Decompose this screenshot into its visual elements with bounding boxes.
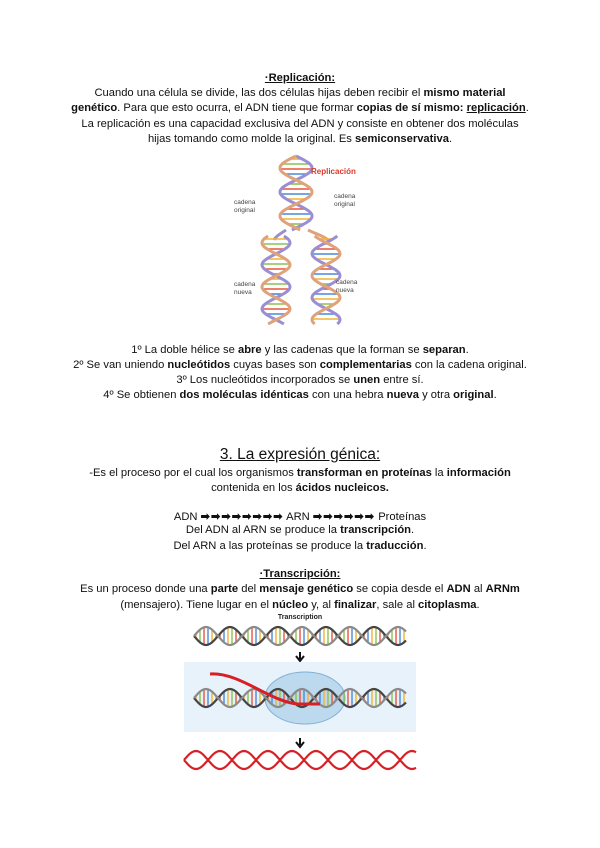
bold-run: finalizar [334, 599, 377, 611]
text-run: 2º Se van uniendo [73, 359, 168, 371]
text-run: . [493, 389, 497, 401]
text-run: entre sí. [380, 374, 424, 386]
flow-explanation-2 [0, 538, 600, 554]
bold-run: transcripción [340, 524, 411, 536]
text-run: y, al [308, 599, 335, 611]
flow-proteinas: Proteínas [378, 511, 427, 523]
text-run: . Para que esto ocurra, el ADN tiene que formar [117, 102, 357, 114]
section-heading-expresion: 3. La expresión génica: [219, 446, 381, 463]
text-run: . [465, 344, 469, 356]
bold-run: original [453, 389, 494, 401]
bold-run: dos moléculas idénticas [179, 389, 309, 401]
bold-run: abre [237, 344, 262, 356]
text-run: 4º Se obtienen [103, 389, 180, 401]
text-run: . [423, 540, 427, 552]
arrow-icon: ➡➡➡➡➡➡➡➡ [200, 511, 284, 523]
bold-run: semiconservativa [355, 133, 449, 145]
bold-run: traducción [366, 540, 424, 552]
bold-run: parte [210, 583, 239, 595]
down-arrow-icon [296, 738, 304, 747]
text-run: con la cadena original. [411, 359, 527, 371]
label-cadena-nueva-right-2: nueva [336, 287, 354, 294]
text-run: se copia desde el [353, 583, 447, 595]
bold-run: citoplasma [418, 599, 477, 611]
label-cadena-original-right-2: original [334, 201, 355, 208]
text-run: Es un proceso donde una [80, 583, 211, 595]
bold-run: mensaje genético [259, 583, 354, 595]
step-2 [0, 357, 600, 373]
mrna-product [184, 751, 416, 769]
daughter-helix-left [262, 236, 290, 324]
bold-run: mismo material [423, 87, 506, 99]
text-run: y otra [418, 389, 454, 401]
dna-double-helix [194, 627, 406, 645]
label-cadena-original-left: cadena [234, 199, 256, 206]
text-run: contenida en los [211, 482, 296, 494]
text-run: hijas tomando como molde la original. Es [147, 133, 356, 145]
down-arrow-icon [296, 652, 304, 661]
text-run: Cuando una célula se divide, las dos células hijas deben recibir el [94, 87, 424, 99]
expresion-paragraph-line-1 [0, 465, 600, 481]
text-run: . [448, 133, 453, 145]
label-cadena-nueva-left: cadena [234, 281, 256, 288]
text-run: cuyas bases son [230, 359, 320, 371]
replicacion-paragraph-line-4 [0, 131, 600, 147]
text-run: . [476, 599, 480, 611]
text-run: . [525, 102, 529, 114]
figure-title: Replicación [311, 167, 356, 176]
bold-run: núcleo [272, 599, 309, 611]
text-run: -Es el proceso por el cual los organismos [89, 467, 297, 479]
bold-run: ARNm [485, 583, 520, 595]
step-1 [0, 342, 600, 358]
bold-run: ADN [446, 583, 471, 595]
step-3 [0, 372, 600, 388]
text-run: Del ARN a las proteínas se produce la [173, 540, 367, 552]
bold-run: genético [71, 102, 118, 114]
flow-adn: ADN [173, 511, 198, 523]
bold-run: nucleótidos [167, 359, 231, 371]
text-run: (mensajero). Tiene lugar en el [120, 599, 273, 611]
label-cadena-original-left-2: original [234, 207, 255, 214]
replication-diagram [228, 152, 378, 330]
replicacion-paragraph-line-3: La replicación es una capacidad exclusiva del ADN y consiste en obtener dos moléculas [81, 118, 519, 130]
bold-run: copias de sí mismo: [356, 102, 467, 114]
transcripcion-paragraph-line-2 [0, 597, 600, 613]
text-run: , sale al [376, 599, 419, 611]
bold-run: nueva [386, 389, 419, 401]
figure-title: Transcription [277, 614, 323, 621]
flow-arn: ARN [286, 511, 310, 523]
expresion-paragraph-line-2 [0, 480, 600, 496]
bold-run: transforman en proteínas [296, 467, 432, 479]
text-run: del [238, 583, 260, 595]
underlined-bold-run: replicación [466, 102, 526, 114]
text-run: con una hebra [308, 389, 387, 401]
text-run: 1º La doble hélice se [131, 344, 238, 356]
text-run: Del ADN al ARN se produce la [185, 524, 341, 536]
replicacion-paragraph-line-1 [0, 85, 600, 101]
bold-run: complementarias [319, 359, 412, 371]
text-run: . [410, 524, 415, 536]
text-run: 3º Los nucleótidos incorporados se [176, 374, 354, 386]
text-run: al [470, 583, 486, 595]
bold-run: separan [422, 344, 466, 356]
bold-run: ácidos nucleicos. [295, 482, 389, 494]
text-run: y las cadenas que la forman se [261, 344, 423, 356]
text-run: la [431, 467, 447, 479]
section-heading-transcripcion: ·Transcripción: [259, 568, 341, 580]
label-cadena-original-right: cadena [334, 193, 356, 200]
replicacion-paragraph-line-2 [0, 100, 600, 116]
transcripcion-paragraph-line-1 [0, 581, 600, 597]
transcription-diagram [180, 612, 420, 780]
bold-run: información [446, 467, 511, 479]
label-cadena-nueva-left-2: nueva [234, 289, 252, 296]
bold-run: unen [353, 374, 381, 386]
step-4 [0, 387, 600, 403]
label-cadena-nueva-right: cadena [336, 279, 358, 286]
flow-explanation-1 [0, 522, 600, 538]
section-heading-replicacion: ·Replicación: [264, 72, 336, 84]
arrow-icon: ➡➡➡➡➡➡ [312, 511, 376, 523]
